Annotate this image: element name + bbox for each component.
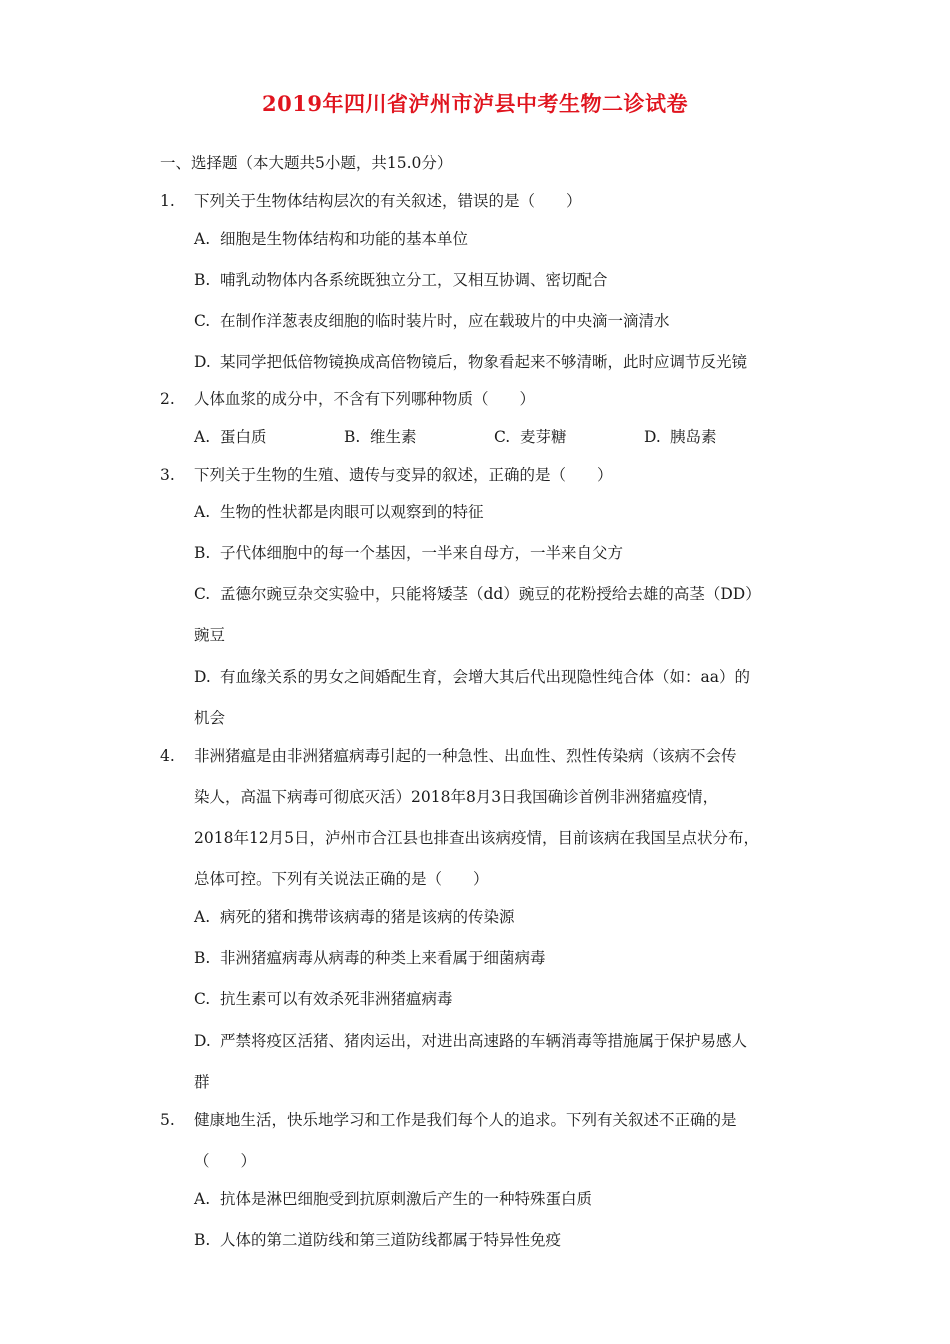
option-label: B. bbox=[344, 428, 361, 446]
option-label: B. bbox=[194, 949, 211, 967]
question-text: （ ） bbox=[194, 1152, 257, 1170]
option-label: C. bbox=[194, 312, 211, 330]
option-label: B. bbox=[194, 271, 211, 289]
option-text: 维生素 bbox=[370, 428, 417, 446]
option-label: A. bbox=[194, 503, 211, 521]
question-text: 2018年12月5日，泸州市合江县也排查出该病疫情，目前该病在我国呈点状分布， bbox=[194, 829, 760, 847]
option-text: 某同学把低倍物镜换成高倍物镜后，物象看起来不够清晰，此时应调节反光镜 bbox=[220, 353, 748, 371]
question-text: 人体血浆的成分中，不含有下列哪种物质（ ） bbox=[194, 390, 536, 408]
option-text: 孟德尔豌豆杂交实验中，只能将矮茎（dd）豌豆的花粉授给去雄的高茎（DD） bbox=[220, 585, 761, 603]
option-text: 麦芽糖 bbox=[520, 428, 567, 446]
question-text: 健康地生活，快乐地学习和工作是我们每个人的追求。下列有关叙述不正确的是 bbox=[194, 1111, 737, 1129]
option-text: 人体的第二道防线和第三道防线都属于特异性免疫 bbox=[220, 1231, 562, 1249]
option-b bbox=[194, 947, 546, 969]
option-c bbox=[194, 310, 670, 332]
option-label: D. bbox=[194, 353, 211, 371]
question-text: 非洲猪瘟是由非洲猪瘟病毒引起的一种急性、出血性、烈性传染病（该病不会传 bbox=[194, 747, 737, 765]
question-text: 下列关于生物体结构层次的有关叙述，错误的是（ ） bbox=[194, 192, 582, 210]
option-label: B. bbox=[194, 544, 211, 562]
option-label: D. bbox=[194, 668, 211, 686]
option-a bbox=[194, 228, 468, 250]
option-text: 非洲猪瘟病毒从病毒的种类上来看属于细菌病毒 bbox=[220, 949, 546, 967]
option-text: 生物的性状都是肉眼可以观察到的特征 bbox=[220, 503, 484, 521]
option-text: 子代体细胞中的每一个基因，一半来自母方，一半来自父方 bbox=[220, 544, 624, 562]
option-d bbox=[194, 666, 750, 688]
option-text: 细胞是生物体结构和功能的基本单位 bbox=[220, 230, 469, 248]
option-text: 蛋白质 bbox=[220, 428, 267, 446]
option-b bbox=[194, 542, 623, 564]
option-text: 在制作洋葱表皮细胞的临时装片时，应在载玻片的中央滴一滴清水 bbox=[220, 312, 670, 330]
option-label: A. bbox=[194, 908, 211, 926]
option-d bbox=[644, 426, 717, 448]
option-text-continued: 豌豆 bbox=[194, 626, 226, 644]
question-number: 5. bbox=[160, 1111, 175, 1129]
option-label: C. bbox=[194, 990, 211, 1008]
option-text: 抗生素可以有效杀死非洲猪瘟病毒 bbox=[220, 990, 453, 1008]
option-text-continued: 群 bbox=[194, 1073, 210, 1091]
option-text: 胰岛素 bbox=[670, 428, 717, 446]
option-text: 抗体是淋巴细胞受到抗原刺激后产生的一种特殊蛋白质 bbox=[220, 1190, 593, 1208]
option-label: C. bbox=[194, 585, 211, 603]
option-a bbox=[194, 501, 484, 523]
option-text: 严禁将疫区活猪、猪肉运出，对进出高速路的车辆消毒等措施属于保护易感人 bbox=[220, 1032, 748, 1050]
question-number: 4. bbox=[160, 747, 175, 765]
question-number: 2. bbox=[160, 390, 175, 408]
question-text: 染人，高温下病毒可彻底灭活）2018年8月3日我国确诊首例非洲猪瘟疫情， bbox=[194, 788, 719, 806]
option-text: 病死的猪和携带该病毒的猪是该病的传染源 bbox=[220, 908, 515, 926]
option-b bbox=[194, 1229, 561, 1251]
option-d bbox=[194, 1030, 747, 1052]
question-number: 3. bbox=[160, 466, 175, 484]
option-d bbox=[194, 351, 747, 373]
page-title: 2019年四川省泸州市泸县中考生物二诊试卷 bbox=[262, 91, 688, 116]
option-c bbox=[194, 583, 761, 605]
option-b bbox=[194, 269, 608, 291]
option-b bbox=[344, 426, 417, 448]
question-number: 1. bbox=[160, 192, 175, 210]
option-a bbox=[194, 426, 267, 448]
option-text: 哺乳动物体内各系统既独立分工，又相互协调、密切配合 bbox=[220, 271, 608, 289]
option-a bbox=[194, 906, 515, 928]
option-a bbox=[194, 1188, 592, 1210]
option-c bbox=[194, 988, 453, 1010]
option-text: 有血缘关系的男女之间婚配生育，会增大其后代出现隐性纯合体（如：aa）的 bbox=[220, 668, 750, 686]
option-text-continued: 机会 bbox=[194, 709, 226, 727]
section-heading: 一、选择题（本大题共5小题，共15.0分） bbox=[160, 154, 453, 172]
option-label: A. bbox=[194, 230, 211, 248]
option-c bbox=[494, 426, 567, 448]
option-label: C. bbox=[494, 428, 511, 446]
option-label: B. bbox=[194, 1231, 211, 1249]
option-label: D. bbox=[644, 428, 661, 446]
option-label: D. bbox=[194, 1032, 211, 1050]
question-text: 总体可控。下列有关说法正确的是（ ） bbox=[194, 870, 489, 888]
question-text: 下列关于生物的生殖、遗传与变异的叙述，正确的是（ ） bbox=[194, 466, 613, 484]
option-label: A. bbox=[194, 1190, 211, 1208]
option-label: A. bbox=[194, 428, 211, 446]
